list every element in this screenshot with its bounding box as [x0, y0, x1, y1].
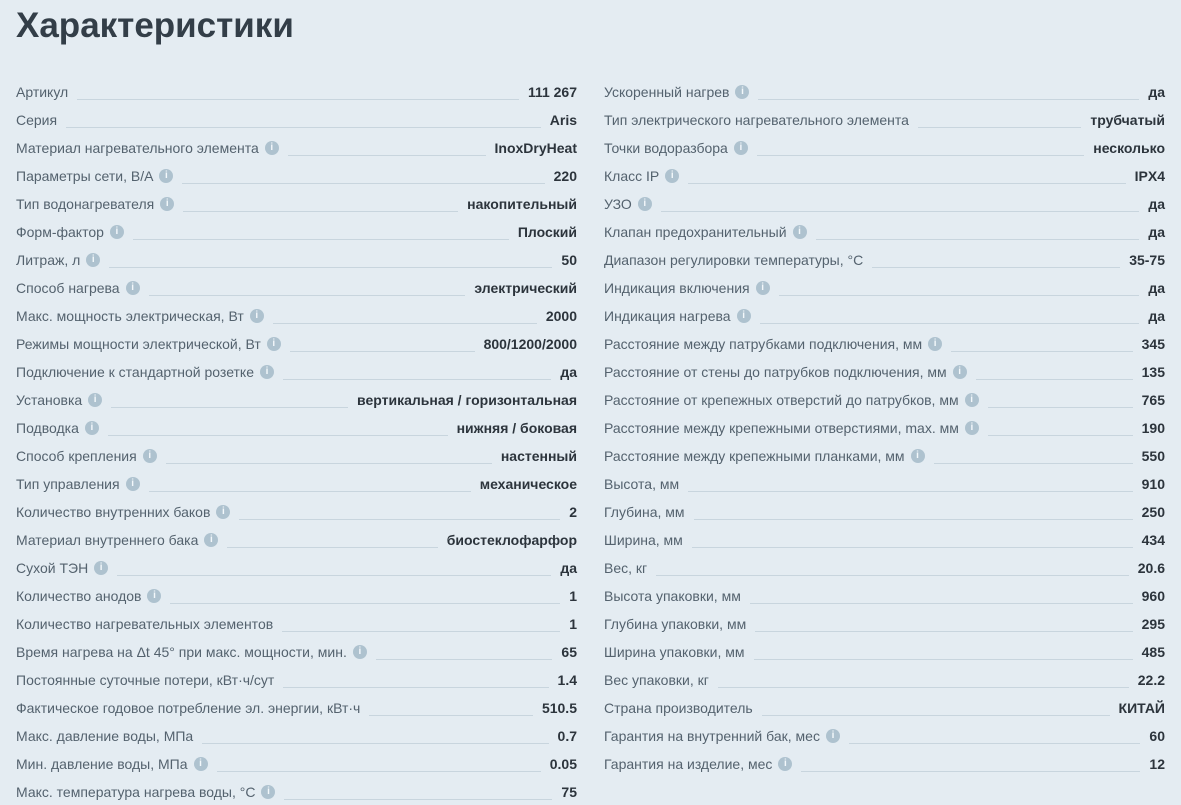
- spec-row: [604, 582, 1165, 610]
- leader-line: [149, 295, 466, 296]
- spec-row: [604, 106, 1165, 134]
- spec-row: [16, 386, 577, 414]
- spec-row: [16, 526, 577, 554]
- leader-line: [283, 687, 548, 688]
- info-icon[interactable]: i: [126, 281, 140, 295]
- spec-value: 510.5: [541, 700, 577, 717]
- spec-label: Расстояние между патрубками подключения, мм: [604, 336, 923, 353]
- spec-label: Тип управления: [16, 476, 120, 493]
- info-icon[interactable]: i: [85, 421, 99, 435]
- leader-line: [369, 715, 533, 716]
- spec-value: 60: [1149, 728, 1165, 745]
- leader-line: [133, 239, 509, 240]
- leader-line: [988, 435, 1133, 436]
- spec-label: Артикул: [16, 84, 69, 101]
- spec-row: [604, 666, 1165, 694]
- spec-row: [16, 498, 577, 526]
- leader-line: [801, 771, 1140, 772]
- spec-value: 0.7: [557, 728, 577, 745]
- leader-line: [77, 99, 519, 100]
- spec-value: настенный: [500, 448, 577, 465]
- info-icon[interactable]: i: [778, 757, 792, 771]
- leader-line: [934, 463, 1133, 464]
- spec-row: [16, 750, 577, 778]
- spec-row: [604, 330, 1165, 358]
- leader-line: [718, 687, 1129, 688]
- spec-value: накопительный: [467, 196, 577, 213]
- leader-line: [376, 659, 553, 660]
- spec-value: 0.05: [549, 756, 577, 773]
- spec-label: Подводка: [16, 420, 79, 437]
- spec-label: Клапан предохранительный: [604, 224, 787, 241]
- info-icon[interactable]: i: [965, 421, 979, 435]
- leader-line: [283, 379, 551, 380]
- page-title: Характеристики: [16, 6, 294, 45]
- info-icon[interactable]: i: [734, 141, 748, 155]
- spec-value: трубчатый: [1090, 112, 1165, 129]
- spec-value: 550: [1141, 448, 1165, 465]
- spec-label: Класс IP: [604, 168, 660, 185]
- info-icon[interactable]: i: [88, 393, 102, 407]
- spec-row: [604, 302, 1165, 330]
- leader-line: [273, 323, 537, 324]
- spec-row: [604, 414, 1165, 442]
- spec-value: да: [1148, 308, 1165, 325]
- spec-column-right: [604, 78, 1165, 805]
- spec-label: Параметры сети, В/А: [16, 168, 154, 185]
- spec-label: Высота упаковки, мм: [604, 588, 741, 605]
- spec-row: [604, 78, 1165, 106]
- spec-value: биостеклофарфор: [446, 532, 577, 549]
- info-icon[interactable]: i: [353, 645, 367, 659]
- spec-value: IPX4: [1134, 168, 1165, 185]
- spec-value: 485: [1141, 644, 1165, 661]
- leader-line: [988, 407, 1133, 408]
- spec-value: InoxDryHeat: [494, 140, 577, 157]
- spec-value: 190: [1141, 420, 1165, 437]
- spec-value: 800/1200/2000: [483, 336, 577, 353]
- spec-row: [604, 722, 1165, 750]
- leader-line: [117, 575, 551, 576]
- spec-row: [604, 218, 1165, 246]
- info-icon[interactable]: i: [928, 337, 942, 351]
- spec-row: [604, 498, 1165, 526]
- leader-line: [288, 155, 486, 156]
- spec-column-left: [16, 78, 577, 805]
- leader-line: [284, 799, 552, 800]
- spec-label: Ширина, мм: [604, 532, 683, 549]
- info-icon[interactable]: i: [735, 85, 749, 99]
- spec-value: 910: [1141, 476, 1165, 493]
- spec-value: несколько: [1093, 140, 1165, 157]
- spec-value: механическое: [479, 476, 577, 493]
- leader-line: [111, 407, 348, 408]
- spec-value: 1.4: [557, 672, 577, 689]
- leader-line: [692, 547, 1133, 548]
- spec-label: Вес упаковки, кг: [604, 672, 709, 689]
- spec-label: Расстояние от стены до патрубков подключения, мм: [604, 364, 947, 381]
- spec-label: Фактическое годовое потребление эл. энергии, кВт·ч: [16, 700, 361, 717]
- spec-label: Макс. давление воды, МПа: [16, 728, 194, 745]
- spec-row: [16, 582, 577, 610]
- info-icon[interactable]: i: [159, 169, 173, 183]
- spec-label: Постоянные суточные потери, кВт·ч/сут: [16, 672, 275, 689]
- leader-line: [754, 659, 1133, 660]
- spec-row: [16, 78, 577, 106]
- spec-label: Гарантия на внутренний бак, мес: [604, 728, 820, 745]
- spec-value: Aris: [549, 112, 577, 129]
- spec-label: УЗО: [604, 196, 632, 213]
- spec-row: [16, 274, 577, 302]
- info-icon[interactable]: i: [204, 533, 218, 547]
- spec-row: [16, 330, 577, 358]
- spec-row: [16, 722, 577, 750]
- spec-value: да: [560, 364, 577, 381]
- spec-value: 960: [1141, 588, 1165, 605]
- info-icon[interactable]: i: [260, 365, 274, 379]
- spec-value: да: [1148, 196, 1165, 213]
- leader-line: [757, 155, 1084, 156]
- leader-line: [656, 575, 1129, 576]
- info-icon[interactable]: i: [737, 309, 751, 323]
- leader-line: [758, 99, 1139, 100]
- spec-label: Диапазон регулировки температуры, °C: [604, 252, 864, 269]
- leader-line: [170, 603, 560, 604]
- spec-label: Страна производитель: [604, 700, 753, 717]
- spec-row: [604, 442, 1165, 470]
- leader-line: [202, 743, 548, 744]
- spec-value: электрический: [474, 280, 577, 297]
- leader-line: [755, 631, 1132, 632]
- spec-row: [16, 610, 577, 638]
- spec-value: да: [1148, 224, 1165, 241]
- spec-value: нижняя / боковая: [456, 420, 577, 437]
- leader-line: [918, 127, 1081, 128]
- spec-label: Установка: [16, 392, 83, 409]
- spec-value: 22.2: [1137, 672, 1165, 689]
- spec-row: [16, 106, 577, 134]
- spec-value: 345: [1141, 336, 1165, 353]
- spec-row: [604, 638, 1165, 666]
- spec-value: 250: [1141, 504, 1165, 521]
- spec-label: Мин. давление воды, МПа: [16, 756, 188, 773]
- spec-row: [604, 190, 1165, 218]
- spec-value: да: [1148, 280, 1165, 297]
- leader-line: [762, 715, 1110, 716]
- spec-value: 2000: [545, 308, 577, 325]
- spec-row: [604, 610, 1165, 638]
- spec-row: [16, 358, 577, 386]
- leader-line: [750, 603, 1133, 604]
- spec-label: Тип водонагревателя: [16, 196, 155, 213]
- spec-row: [16, 694, 577, 722]
- spec-label: Способ нагрева: [16, 280, 120, 297]
- spec-label: Режимы мощности электрической, Вт: [16, 336, 261, 353]
- spec-value: 765: [1141, 392, 1165, 409]
- spec-label: Время нагрева на Δt 45° при макс. мощности, мин.: [16, 644, 347, 661]
- spec-label: Материал нагревательного элемента: [16, 140, 259, 157]
- spec-label: Литраж, л: [16, 252, 81, 269]
- spec-value: да: [1148, 84, 1165, 101]
- spec-row: [16, 302, 577, 330]
- info-icon[interactable]: i: [194, 757, 208, 771]
- spec-value: 65: [561, 644, 577, 661]
- info-icon[interactable]: i: [250, 309, 264, 323]
- spec-value: 35-75: [1129, 252, 1165, 269]
- leader-line: [779, 295, 1140, 296]
- spec-label: Материал внутреннего бака: [16, 532, 199, 549]
- spec-label: Сухой ТЭН: [16, 560, 89, 577]
- info-icon[interactable]: i: [665, 169, 679, 183]
- spec-grid: [16, 78, 1165, 805]
- spec-row: [16, 638, 577, 666]
- spec-row: [16, 442, 577, 470]
- spec-label: Макс. температура нагрева воды, °C: [16, 784, 256, 801]
- info-icon[interactable]: i: [756, 281, 770, 295]
- spec-label: Ширина упаковки, мм: [604, 644, 745, 661]
- spec-label: Расстояние от крепежных отверстий до патрубков, мм: [604, 392, 959, 409]
- leader-line: [239, 519, 560, 520]
- leader-line: [166, 463, 492, 464]
- info-icon[interactable]: i: [965, 393, 979, 407]
- spec-row: [604, 694, 1165, 722]
- info-icon[interactable]: i: [143, 449, 157, 463]
- info-icon[interactable]: i: [267, 337, 281, 351]
- spec-value: 50: [561, 252, 577, 269]
- spec-row: [16, 778, 577, 805]
- info-icon[interactable]: i: [261, 785, 275, 799]
- spec-row: [16, 554, 577, 582]
- spec-row: [16, 414, 577, 442]
- spec-row: [604, 554, 1165, 582]
- spec-row: [16, 190, 577, 218]
- spec-row: [16, 666, 577, 694]
- spec-label: Глубина упаковки, мм: [604, 616, 747, 633]
- info-icon[interactable]: i: [216, 505, 230, 519]
- spec-row: [604, 274, 1165, 302]
- leader-line: [688, 183, 1125, 184]
- spec-label: Макс. мощность электрическая, Вт: [16, 308, 244, 325]
- leader-line: [872, 267, 1120, 268]
- spec-value: 75: [561, 784, 577, 801]
- spec-label: Форм-фактор: [16, 224, 104, 241]
- spec-label: Индикация нагрева: [604, 308, 731, 325]
- spec-row: [604, 526, 1165, 554]
- leader-line: [108, 435, 448, 436]
- spec-value: 111 267: [527, 84, 577, 101]
- spec-label: Тип электрического нагревательного элемента: [604, 112, 909, 129]
- spec-value: 295: [1141, 616, 1165, 633]
- leader-line: [109, 267, 552, 268]
- spec-row: [16, 470, 577, 498]
- spec-value: 135: [1141, 364, 1165, 381]
- leader-line: [694, 519, 1133, 520]
- spec-label: Ускоренный нагрев: [604, 84, 730, 101]
- leader-line: [976, 379, 1133, 380]
- spec-label: Расстояние между крепежными планками, мм: [604, 448, 905, 465]
- leader-line: [661, 211, 1140, 212]
- info-icon[interactable]: i: [94, 561, 108, 575]
- spec-row: [16, 162, 577, 190]
- spec-label: Точки водоразбора: [604, 140, 728, 157]
- spec-label: Количество внутренних баков: [16, 504, 211, 521]
- leader-line: [760, 323, 1140, 324]
- spec-row: [16, 246, 577, 274]
- spec-row: [604, 134, 1165, 162]
- info-icon[interactable]: i: [638, 197, 652, 211]
- leader-line: [816, 239, 1140, 240]
- spec-value: 434: [1141, 532, 1165, 549]
- leader-line: [290, 351, 475, 352]
- spec-label: Подключение к стандартной розетке: [16, 364, 254, 381]
- spec-row: [604, 246, 1165, 274]
- spec-value: Плоский: [517, 224, 577, 241]
- spec-label: Расстояние между крепежными отверстиями, max. мм: [604, 420, 959, 437]
- spec-row: [604, 162, 1165, 190]
- leader-line: [183, 211, 458, 212]
- spec-value: 1: [569, 588, 577, 605]
- spec-label: Способ крепления: [16, 448, 137, 465]
- info-icon[interactable]: i: [110, 225, 124, 239]
- spec-label: Индикация включения: [604, 280, 750, 297]
- spec-value: да: [560, 560, 577, 577]
- spec-value: 2: [569, 504, 577, 521]
- spec-value: 12: [1149, 756, 1165, 773]
- leader-line: [227, 547, 437, 548]
- leader-line: [149, 491, 471, 492]
- spec-row: [604, 386, 1165, 414]
- spec-row: [604, 750, 1165, 778]
- leader-line: [951, 351, 1133, 352]
- info-icon[interactable]: i: [147, 589, 161, 603]
- spec-label: Глубина, мм: [604, 504, 685, 521]
- spec-label: Количество нагревательных элементов: [16, 616, 274, 633]
- leader-line: [66, 127, 541, 128]
- spec-value: 220: [553, 168, 577, 185]
- leader-line: [282, 631, 560, 632]
- spec-value: 20.6: [1137, 560, 1165, 577]
- info-icon[interactable]: i: [265, 141, 279, 155]
- leader-line: [688, 491, 1133, 492]
- leader-line: [849, 743, 1140, 744]
- info-icon[interactable]: i: [826, 729, 840, 743]
- info-icon[interactable]: i: [911, 449, 925, 463]
- info-icon[interactable]: i: [160, 197, 174, 211]
- info-icon[interactable]: i: [793, 225, 807, 239]
- spec-label: Количество анодов: [16, 588, 142, 605]
- spec-row: [16, 134, 577, 162]
- spec-label: Гарантия на изделие, мес: [604, 756, 773, 773]
- spec-label: Вес, кг: [604, 560, 648, 577]
- spec-label: Серия: [16, 112, 58, 129]
- spec-label: Высота, мм: [604, 476, 680, 493]
- leader-line: [217, 771, 541, 772]
- info-icon[interactable]: i: [953, 365, 967, 379]
- spec-row: [604, 358, 1165, 386]
- info-icon[interactable]: i: [126, 477, 140, 491]
- spec-value: 1: [569, 616, 577, 633]
- info-icon[interactable]: i: [86, 253, 100, 267]
- spec-value: КИТАЙ: [1118, 700, 1165, 717]
- spec-row: [16, 218, 577, 246]
- leader-line: [182, 183, 544, 184]
- spec-row: [604, 470, 1165, 498]
- spec-value: вертикальная / горизонтальная: [357, 392, 577, 409]
